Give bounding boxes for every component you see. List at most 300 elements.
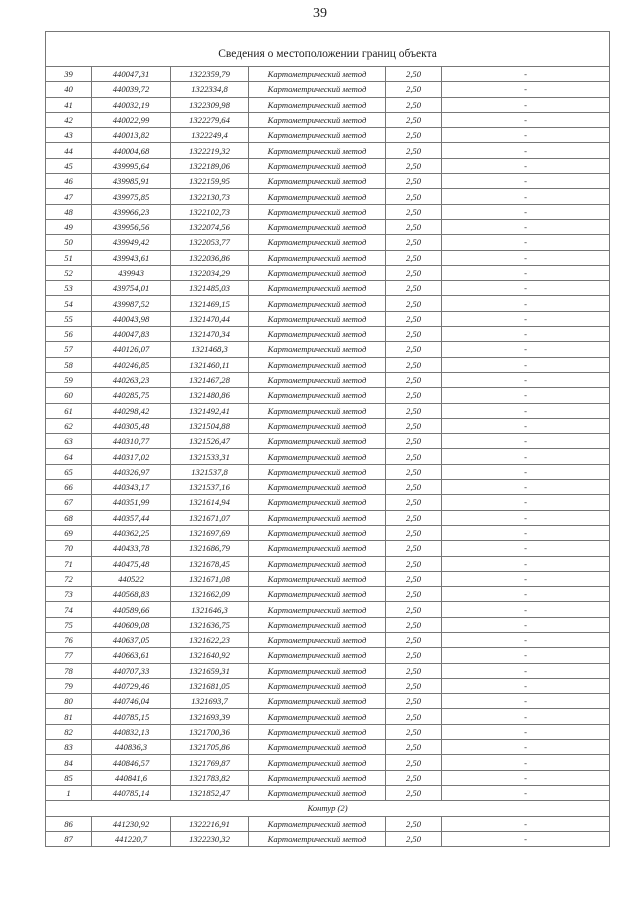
cell-point-number: 40 bbox=[46, 82, 92, 97]
cell-coord-x: 440032,19 bbox=[92, 97, 171, 112]
cell-note: - bbox=[442, 541, 610, 556]
cell-coord-y: 1321470,34 bbox=[171, 327, 249, 342]
cell-coord-y: 1322130,73 bbox=[171, 189, 249, 204]
cell-note: - bbox=[442, 449, 610, 464]
table-row bbox=[46, 82, 610, 97]
cell-accuracy: 2,50 bbox=[386, 357, 442, 372]
cell-note: - bbox=[442, 189, 610, 204]
cell-coord-y: 1322216,91 bbox=[171, 816, 249, 831]
cell-point-number: 49 bbox=[46, 219, 92, 234]
table-row bbox=[46, 724, 610, 739]
cell-method: Картометрический метод bbox=[249, 143, 386, 158]
cell-accuracy: 2,50 bbox=[386, 250, 442, 265]
cell-point-number: 65 bbox=[46, 464, 92, 479]
cell-coord-x: 440522 bbox=[92, 571, 171, 586]
cell-coord-y: 1321537,16 bbox=[171, 480, 249, 495]
table-row bbox=[46, 480, 610, 495]
cell-coord-x: 440433,78 bbox=[92, 541, 171, 556]
cell-coord-y: 1321614,94 bbox=[171, 495, 249, 510]
cell-accuracy: 2,50 bbox=[386, 617, 442, 632]
cell-coord-x: 440832,13 bbox=[92, 724, 171, 739]
table-row bbox=[46, 219, 610, 234]
cell-coord-x: 440663,61 bbox=[92, 648, 171, 663]
cell-note: - bbox=[442, 174, 610, 189]
table-row bbox=[46, 587, 610, 602]
cell-point-number: 53 bbox=[46, 281, 92, 296]
cell-method: Картометрический метод bbox=[249, 617, 386, 632]
cell-note: - bbox=[442, 342, 610, 357]
cell-accuracy: 2,50 bbox=[386, 571, 442, 586]
cell-point-number: 72 bbox=[46, 571, 92, 586]
cell-coord-y: 1322053,77 bbox=[171, 235, 249, 250]
cell-method: Картометрический метод bbox=[249, 219, 386, 234]
cell-method: Картометрический метод bbox=[249, 785, 386, 800]
cell-method: Картометрический метод bbox=[249, 250, 386, 265]
cell-note: - bbox=[442, 67, 610, 82]
cell-note: - bbox=[442, 281, 610, 296]
cell-coord-y: 1321636,75 bbox=[171, 617, 249, 632]
cell-accuracy: 2,50 bbox=[386, 174, 442, 189]
cell-coord-x: 440343,17 bbox=[92, 480, 171, 495]
cell-note: - bbox=[442, 480, 610, 495]
cell-note: - bbox=[442, 785, 610, 800]
table-row bbox=[46, 281, 610, 296]
boundary-coordinates-table bbox=[45, 31, 610, 847]
cell-coord-y: 1321504,88 bbox=[171, 418, 249, 433]
cell-point-number: 43 bbox=[46, 128, 92, 143]
table-row bbox=[46, 831, 610, 846]
table-row bbox=[46, 204, 610, 219]
cell-coord-y: 1321686,79 bbox=[171, 541, 249, 556]
cell-method: Картометрический метод bbox=[249, 663, 386, 678]
boundary-table-container bbox=[45, 31, 609, 847]
cell-accuracy: 2,50 bbox=[386, 495, 442, 510]
cell-coord-x: 440836,3 bbox=[92, 740, 171, 755]
table-row bbox=[46, 709, 610, 724]
cell-coord-x: 440013,82 bbox=[92, 128, 171, 143]
cell-method: Картометрический метод bbox=[249, 709, 386, 724]
cell-note: - bbox=[442, 128, 610, 143]
cell-method: Картометрический метод bbox=[249, 770, 386, 785]
cell-coord-x: 440637,05 bbox=[92, 632, 171, 647]
cell-method: Картометрический метод bbox=[249, 372, 386, 387]
cell-coord-y: 1321697,69 bbox=[171, 525, 249, 540]
cell-point-number: 57 bbox=[46, 342, 92, 357]
cell-point-number: 52 bbox=[46, 265, 92, 280]
cell-note: - bbox=[442, 648, 610, 663]
cell-note: - bbox=[442, 510, 610, 525]
cell-method: Картометрический метод bbox=[249, 648, 386, 663]
cell-note: - bbox=[442, 770, 610, 785]
cell-note: - bbox=[442, 571, 610, 586]
cell-method: Картометрический метод bbox=[249, 388, 386, 403]
cell-coord-x: 441230,92 bbox=[92, 816, 171, 831]
cell-coord-y: 1321705,86 bbox=[171, 740, 249, 755]
cell-point-number: 70 bbox=[46, 541, 92, 556]
cell-method: Картометрический метод bbox=[249, 204, 386, 219]
table-row bbox=[46, 694, 610, 709]
cell-coord-x: 439995,64 bbox=[92, 158, 171, 173]
cell-method: Картометрический метод bbox=[249, 740, 386, 755]
cell-coord-x: 440609,08 bbox=[92, 617, 171, 632]
cell-coord-y: 1321640,92 bbox=[171, 648, 249, 663]
cell-point-number: 54 bbox=[46, 296, 92, 311]
cell-coord-y: 1322036,86 bbox=[171, 250, 249, 265]
cell-accuracy: 2,50 bbox=[386, 449, 442, 464]
cell-point-number: 77 bbox=[46, 648, 92, 663]
cell-method: Картометрический метод bbox=[249, 495, 386, 510]
cell-accuracy: 2,50 bbox=[386, 327, 442, 342]
cell-method: Картометрический метод bbox=[249, 67, 386, 82]
cell-method: Картометрический метод bbox=[249, 434, 386, 449]
cell-note: - bbox=[442, 250, 610, 265]
table-row bbox=[46, 510, 610, 525]
cell-coord-x: 439943 bbox=[92, 265, 171, 280]
cell-coord-x: 440729,46 bbox=[92, 678, 171, 693]
cell-coord-x: 440285,75 bbox=[92, 388, 171, 403]
cell-coord-y: 1321460,11 bbox=[171, 357, 249, 372]
cell-method: Картометрический метод bbox=[249, 235, 386, 250]
cell-point-number: 85 bbox=[46, 770, 92, 785]
cell-point-number: 86 bbox=[46, 816, 92, 831]
cell-accuracy: 2,50 bbox=[386, 342, 442, 357]
cell-coord-x: 440351,99 bbox=[92, 495, 171, 510]
cell-coord-y: 1321467,28 bbox=[171, 372, 249, 387]
table-row bbox=[46, 342, 610, 357]
cell-point-number: 41 bbox=[46, 97, 92, 112]
table-row bbox=[46, 311, 610, 326]
cell-note: - bbox=[442, 525, 610, 540]
cell-accuracy: 2,50 bbox=[386, 632, 442, 647]
cell-method: Картометрический метод bbox=[249, 831, 386, 846]
cell-coord-x: 441220,7 bbox=[92, 831, 171, 846]
cell-coord-y: 1322219,32 bbox=[171, 143, 249, 158]
cell-note: - bbox=[442, 296, 610, 311]
table-title: Сведения о местоположении границ объекта bbox=[46, 32, 610, 67]
table-row bbox=[46, 617, 610, 632]
table-row bbox=[46, 250, 610, 265]
cell-point-number: 64 bbox=[46, 449, 92, 464]
table-row bbox=[46, 770, 610, 785]
cell-point-number: 62 bbox=[46, 418, 92, 433]
cell-note: - bbox=[442, 678, 610, 693]
cell-coord-x: 440746,04 bbox=[92, 694, 171, 709]
table-row bbox=[46, 678, 610, 693]
cell-accuracy: 2,50 bbox=[386, 311, 442, 326]
cell-method: Картометрический метод bbox=[249, 174, 386, 189]
cell-accuracy: 2,50 bbox=[386, 265, 442, 280]
cell-coord-y: 1321783,82 bbox=[171, 770, 249, 785]
cell-coord-x: 440841,6 bbox=[92, 770, 171, 785]
table-row bbox=[46, 571, 610, 586]
cell-coord-x: 440310,77 bbox=[92, 434, 171, 449]
cell-note: - bbox=[442, 602, 610, 617]
cell-point-number: 60 bbox=[46, 388, 92, 403]
cell-accuracy: 2,50 bbox=[386, 296, 442, 311]
cell-coord-x: 439966,23 bbox=[92, 204, 171, 219]
cell-accuracy: 2,50 bbox=[386, 525, 442, 540]
cell-coord-y: 1322309,98 bbox=[171, 97, 249, 112]
cell-point-number: 48 bbox=[46, 204, 92, 219]
table-row bbox=[46, 143, 610, 158]
cell-point-number: 87 bbox=[46, 831, 92, 846]
cell-note: - bbox=[442, 434, 610, 449]
cell-coord-y: 1321852,47 bbox=[171, 785, 249, 800]
table-row bbox=[46, 418, 610, 433]
cell-coord-y: 1322279,64 bbox=[171, 112, 249, 127]
cell-accuracy: 2,50 bbox=[386, 831, 442, 846]
cell-coord-y: 1322034,29 bbox=[171, 265, 249, 280]
cell-method: Картометрический метод bbox=[249, 755, 386, 770]
cell-point-number: 69 bbox=[46, 525, 92, 540]
cell-coord-x: 440589,66 bbox=[92, 602, 171, 617]
cell-method: Картометрический метод bbox=[249, 480, 386, 495]
cell-note: - bbox=[442, 265, 610, 280]
cell-method: Картометрический метод bbox=[249, 510, 386, 525]
cell-accuracy: 2,50 bbox=[386, 464, 442, 479]
cell-point-number: 46 bbox=[46, 174, 92, 189]
table-row bbox=[46, 740, 610, 755]
cell-accuracy: 2,50 bbox=[386, 648, 442, 663]
cell-coord-y: 1322249,4 bbox=[171, 128, 249, 143]
cell-note: - bbox=[442, 82, 610, 97]
cell-method: Картометрический метод bbox=[249, 678, 386, 693]
cell-accuracy: 2,50 bbox=[386, 678, 442, 693]
cell-accuracy: 2,50 bbox=[386, 219, 442, 234]
cell-method: Картометрический метод bbox=[249, 694, 386, 709]
cell-accuracy: 2,50 bbox=[386, 541, 442, 556]
cell-coord-x: 439956,56 bbox=[92, 219, 171, 234]
cell-point-number: 45 bbox=[46, 158, 92, 173]
cell-method: Картометрический метод bbox=[249, 357, 386, 372]
cell-accuracy: 2,50 bbox=[386, 602, 442, 617]
table-row bbox=[46, 541, 610, 556]
cell-method: Картометрический метод bbox=[249, 418, 386, 433]
cell-note: - bbox=[442, 755, 610, 770]
cell-note: - bbox=[442, 464, 610, 479]
cell-note: - bbox=[442, 327, 610, 342]
table-row bbox=[46, 556, 610, 571]
cell-coord-y: 1322102,73 bbox=[171, 204, 249, 219]
cell-coord-x: 439985,91 bbox=[92, 174, 171, 189]
cell-note: - bbox=[442, 831, 610, 846]
cell-point-number: 42 bbox=[46, 112, 92, 127]
cell-point-number: 59 bbox=[46, 372, 92, 387]
cell-coord-x: 440043,98 bbox=[92, 311, 171, 326]
cell-coord-y: 1321469,15 bbox=[171, 296, 249, 311]
cell-point-number: 76 bbox=[46, 632, 92, 647]
cell-accuracy: 2,50 bbox=[386, 281, 442, 296]
cell-coord-x: 439975,85 bbox=[92, 189, 171, 204]
cell-coord-x: 440317,02 bbox=[92, 449, 171, 464]
cell-point-number: 55 bbox=[46, 311, 92, 326]
cell-accuracy: 2,50 bbox=[386, 724, 442, 739]
cell-note: - bbox=[442, 403, 610, 418]
cell-point-number: 73 bbox=[46, 587, 92, 602]
cell-coord-x: 440126,07 bbox=[92, 342, 171, 357]
cell-point-number: 67 bbox=[46, 495, 92, 510]
cell-coord-y: 1321485,03 bbox=[171, 281, 249, 296]
cell-method: Картометрический метод bbox=[249, 82, 386, 97]
cell-coord-x: 440305,48 bbox=[92, 418, 171, 433]
cell-note: - bbox=[442, 418, 610, 433]
cell-accuracy: 2,50 bbox=[386, 372, 442, 387]
table-title-row bbox=[46, 32, 610, 67]
cell-accuracy: 2,50 bbox=[386, 143, 442, 158]
table-row bbox=[46, 525, 610, 540]
cell-point-number: 1 bbox=[46, 785, 92, 800]
cell-coord-x: 440785,14 bbox=[92, 785, 171, 800]
table-row bbox=[46, 388, 610, 403]
cell-point-number: 63 bbox=[46, 434, 92, 449]
section-label: Контур (2) bbox=[46, 801, 610, 816]
cell-coord-y: 1321526,47 bbox=[171, 434, 249, 449]
cell-coord-x: 440298,42 bbox=[92, 403, 171, 418]
table-row bbox=[46, 296, 610, 311]
cell-accuracy: 2,50 bbox=[386, 403, 442, 418]
cell-coord-x: 440047,83 bbox=[92, 327, 171, 342]
cell-note: - bbox=[442, 694, 610, 709]
cell-accuracy: 2,50 bbox=[386, 204, 442, 219]
cell-coord-y: 1321470,44 bbox=[171, 311, 249, 326]
cell-coord-x: 439987,52 bbox=[92, 296, 171, 311]
cell-accuracy: 2,50 bbox=[386, 112, 442, 127]
cell-accuracy: 2,50 bbox=[386, 556, 442, 571]
cell-accuracy: 2,50 bbox=[386, 587, 442, 602]
cell-coord-y: 1321671,08 bbox=[171, 571, 249, 586]
cell-coord-y: 1321693,39 bbox=[171, 709, 249, 724]
cell-note: - bbox=[442, 112, 610, 127]
cell-note: - bbox=[442, 587, 610, 602]
cell-point-number: 79 bbox=[46, 678, 92, 693]
cell-accuracy: 2,50 bbox=[386, 770, 442, 785]
cell-accuracy: 2,50 bbox=[386, 709, 442, 724]
cell-note: - bbox=[442, 357, 610, 372]
table-row bbox=[46, 755, 610, 770]
cell-point-number: 66 bbox=[46, 480, 92, 495]
cell-point-number: 74 bbox=[46, 602, 92, 617]
cell-method: Картометрический метод bbox=[249, 449, 386, 464]
table-row bbox=[46, 357, 610, 372]
cell-method: Картометрический метод bbox=[249, 296, 386, 311]
table-row bbox=[46, 67, 610, 82]
cell-accuracy: 2,50 bbox=[386, 128, 442, 143]
cell-point-number: 58 bbox=[46, 357, 92, 372]
cell-note: - bbox=[442, 724, 610, 739]
cell-note: - bbox=[442, 204, 610, 219]
cell-accuracy: 2,50 bbox=[386, 434, 442, 449]
cell-accuracy: 2,50 bbox=[386, 785, 442, 800]
section-row bbox=[46, 801, 610, 816]
cell-method: Картометрический метод bbox=[249, 189, 386, 204]
cell-coord-x: 440022,99 bbox=[92, 112, 171, 127]
cell-accuracy: 2,50 bbox=[386, 480, 442, 495]
cell-accuracy: 2,50 bbox=[386, 694, 442, 709]
cell-coord-x: 440047,31 bbox=[92, 67, 171, 82]
table-row bbox=[46, 128, 610, 143]
cell-coord-y: 1321681,05 bbox=[171, 678, 249, 693]
cell-method: Картометрический метод bbox=[249, 602, 386, 617]
cell-coord-y: 1321671,07 bbox=[171, 510, 249, 525]
cell-note: - bbox=[442, 143, 610, 158]
cell-point-number: 78 bbox=[46, 663, 92, 678]
cell-point-number: 71 bbox=[46, 556, 92, 571]
cell-method: Картометрический метод bbox=[249, 724, 386, 739]
cell-method: Картометрический метод bbox=[249, 464, 386, 479]
page-number: 39 bbox=[313, 6, 327, 21]
cell-note: - bbox=[442, 816, 610, 831]
table-row bbox=[46, 97, 610, 112]
table-row bbox=[46, 785, 610, 800]
cell-point-number: 47 bbox=[46, 189, 92, 204]
cell-point-number: 75 bbox=[46, 617, 92, 632]
cell-coord-y: 1321693,7 bbox=[171, 694, 249, 709]
cell-coord-y: 1321678,45 bbox=[171, 556, 249, 571]
table-row bbox=[46, 648, 610, 663]
cell-method: Картометрический метод bbox=[249, 525, 386, 540]
cell-method: Картометрический метод bbox=[249, 587, 386, 602]
cell-method: Картометрический метод bbox=[249, 112, 386, 127]
cell-coord-x: 439949,42 bbox=[92, 235, 171, 250]
cell-accuracy: 2,50 bbox=[386, 67, 442, 82]
cell-coord-x: 440326,97 bbox=[92, 464, 171, 479]
cell-note: - bbox=[442, 617, 610, 632]
cell-method: Картометрический метод bbox=[249, 571, 386, 586]
cell-accuracy: 2,50 bbox=[386, 158, 442, 173]
cell-coord-x: 440039,72 bbox=[92, 82, 171, 97]
cell-note: - bbox=[442, 97, 610, 112]
cell-coord-x: 440246,85 bbox=[92, 357, 171, 372]
cell-accuracy: 2,50 bbox=[386, 97, 442, 112]
cell-note: - bbox=[442, 632, 610, 647]
table-row bbox=[46, 327, 610, 342]
cell-coord-y: 1321662,09 bbox=[171, 587, 249, 602]
cell-coord-x: 439943,61 bbox=[92, 250, 171, 265]
cell-point-number: 84 bbox=[46, 755, 92, 770]
cell-accuracy: 2,50 bbox=[386, 816, 442, 831]
table-row bbox=[46, 663, 610, 678]
cell-coord-x: 440846,57 bbox=[92, 755, 171, 770]
cell-accuracy: 2,50 bbox=[386, 740, 442, 755]
cell-method: Картометрический метод bbox=[249, 556, 386, 571]
table-row bbox=[46, 495, 610, 510]
cell-coord-y: 1322189,06 bbox=[171, 158, 249, 173]
cell-note: - bbox=[442, 740, 610, 755]
table-row bbox=[46, 265, 610, 280]
cell-note: - bbox=[442, 158, 610, 173]
cell-method: Картометрический метод bbox=[249, 632, 386, 647]
cell-coord-y: 1321700,36 bbox=[171, 724, 249, 739]
table-row bbox=[46, 403, 610, 418]
cell-coord-y: 1321492,41 bbox=[171, 403, 249, 418]
cell-accuracy: 2,50 bbox=[386, 235, 442, 250]
cell-method: Картометрический метод bbox=[249, 342, 386, 357]
cell-accuracy: 2,50 bbox=[386, 388, 442, 403]
cell-method: Картометрический метод bbox=[249, 281, 386, 296]
cell-note: - bbox=[442, 235, 610, 250]
cell-point-number: 81 bbox=[46, 709, 92, 724]
cell-accuracy: 2,50 bbox=[386, 755, 442, 770]
cell-note: - bbox=[442, 495, 610, 510]
cell-coord-x: 440785,15 bbox=[92, 709, 171, 724]
cell-point-number: 80 bbox=[46, 694, 92, 709]
cell-accuracy: 2,50 bbox=[386, 418, 442, 433]
cell-method: Картометрический метод bbox=[249, 327, 386, 342]
cell-method: Картометрический метод bbox=[249, 128, 386, 143]
cell-accuracy: 2,50 bbox=[386, 510, 442, 525]
cell-method: Картометрический метод bbox=[249, 403, 386, 418]
cell-point-number: 61 bbox=[46, 403, 92, 418]
